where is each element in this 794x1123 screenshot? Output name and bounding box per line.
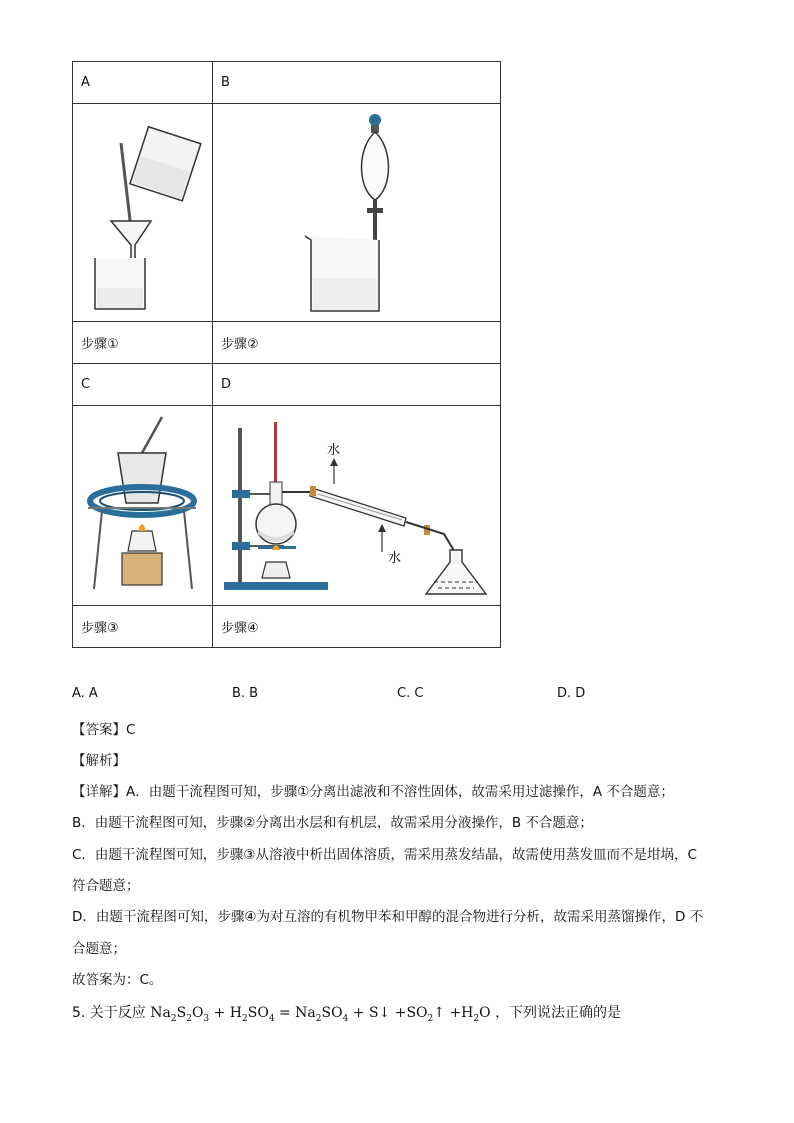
analysis-line: 故答案为：C。: [72, 972, 163, 988]
analysis-line: 符合题意；: [72, 878, 140, 894]
analysis-line: 【详解】A．由题干流程图可知，步骤①分离出滤液和不溶性固体，故需采用过滤操作，A 不合题意；: [72, 784, 674, 800]
answer-line: 【答案】C: [72, 722, 136, 738]
reaction-equation: $Na_2S_2O_3 + H_2SO_4 = Na_2SO_4$ + S↓ $+SO_2↑ +H_2O$: [150, 1005, 491, 1024]
option-d: D. D: [557, 686, 586, 701]
cell-label-c: C: [73, 364, 213, 406]
analysis-line: C．由题干流程图可知，步骤③从溶液中析出固体溶质，需采用蒸发结晶，故需使用蒸发皿而不是坩埚，C: [72, 847, 697, 863]
analysis-title: 【解析】: [72, 753, 126, 769]
answer-options: [72, 686, 672, 706]
option-b: B. B: [232, 686, 259, 701]
cell-step-3: 步骤③: [73, 606, 213, 648]
cell-label-a: A: [73, 62, 213, 104]
separatory-funnel-apparatus: [297, 108, 417, 318]
filtration-figure-cell: [73, 104, 213, 322]
crucible-heating-apparatus: [80, 413, 206, 598]
cell-step-2: 步骤②: [213, 322, 501, 364]
crucible-figure-cell: [73, 406, 213, 606]
distillation-apparatus: [214, 412, 500, 600]
analysis-line: 合题意；: [72, 941, 126, 957]
cell-step-1: 步骤①: [73, 322, 213, 364]
water-in-label: 水: [387, 550, 401, 566]
distillation-figure-cell: [213, 406, 501, 606]
option-a: A. A: [72, 686, 98, 701]
separatory-figure-cell: [213, 104, 501, 322]
apparatus-table: [72, 61, 501, 648]
cell-step-4: 步骤④: [213, 606, 501, 648]
cell-label-d: D: [213, 364, 501, 406]
option-c: C. C: [397, 686, 424, 701]
cell-label-b: B: [213, 62, 501, 104]
question-5: 5. 关于反应 $Na_2S_2O_3 + H_2SO_4 = Na_2SO_4$ + S↓ $+SO_2↑ +H_2O$ ，下列说法正确的是: [72, 1005, 622, 1024]
analysis-line: B．由题干流程图可知，步骤②分离出水层和有机层，故需采用分液操作，B 不合题意；: [72, 815, 593, 831]
filtration-apparatus: [83, 113, 203, 313]
analysis-line: D．由题干流程图可知，步骤④为对互溶的有机物甲苯和甲醇的混合物进行分析，故需采用蒸馏操作，D 不: [72, 909, 704, 925]
water-out-label: 水: [326, 442, 340, 458]
